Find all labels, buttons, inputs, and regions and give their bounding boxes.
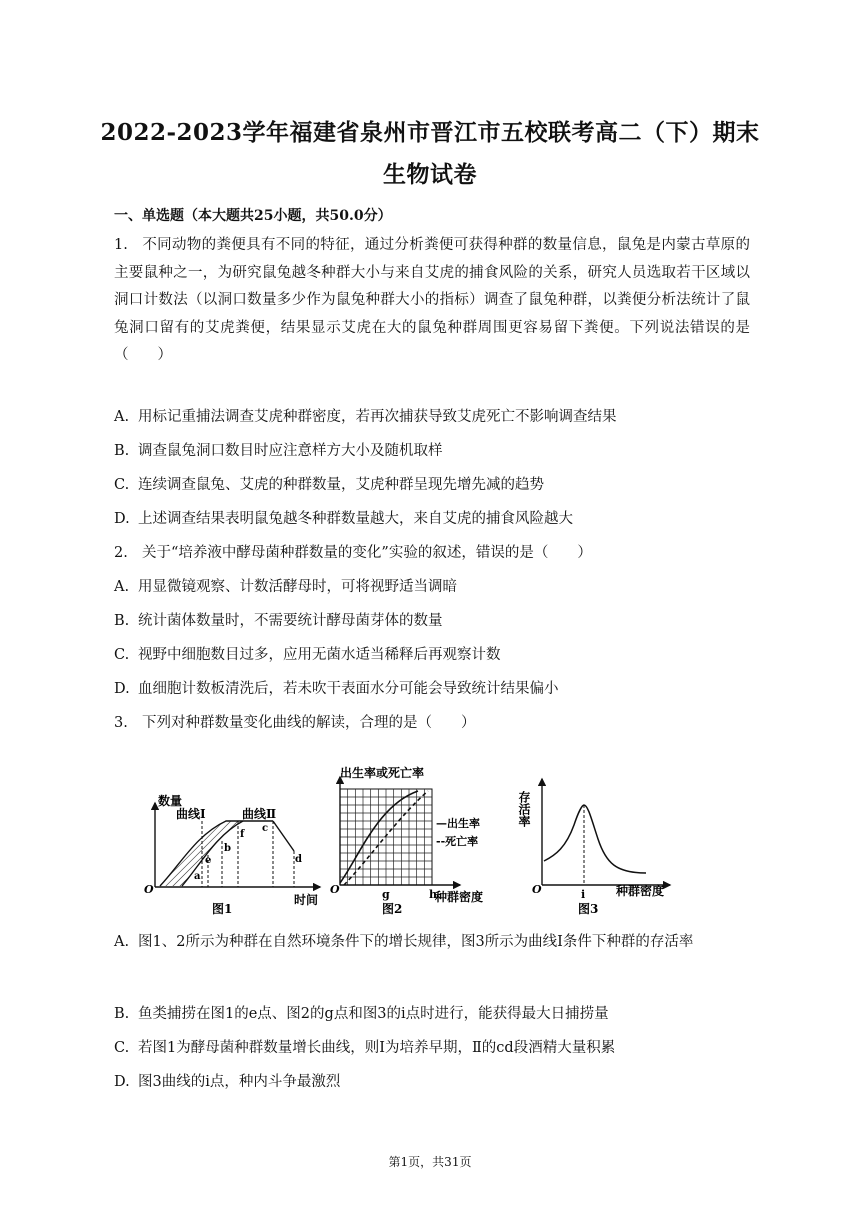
page-footer: 第1页，共31页 [388, 1155, 472, 1169]
fig1-caption: 图1 [212, 902, 233, 915]
fig1-point-f: f [240, 829, 245, 840]
fig2-legend-birth: —出生率 [436, 817, 480, 830]
population-figures [138, 765, 708, 915]
option-2b: B. 统计菌体数量时，不需要统计酵母菌芽体的数量 [114, 613, 443, 629]
fig2-origin: O [330, 883, 340, 896]
fig1-point-b: b [224, 843, 231, 854]
figure-2 [330, 765, 483, 915]
fig3-caption: 图3 [578, 902, 599, 915]
option-3d: D. 图3曲线的i点，种内斗争最激烈 [114, 1074, 341, 1090]
option-3b: B. 鱼类捕捞在图1的e点、图2的g点和图3的i点时进行，能获得最大日捕捞量 [114, 1006, 609, 1022]
fig1-point-a: a [194, 871, 201, 882]
fig2-xlabel: 种群密度 [435, 890, 484, 904]
question-stem: 下列对种群数量变化曲线的解读，合理的是（ ） [142, 715, 476, 731]
question-stem: 不同动物的粪便具有不同的特征，通过分析粪便可获得种群的数量信息，鼠兔是内蒙古草原的主要鼠种之一，为研究鼠兔越冬种群大小与来自艾虎的捕食风险的关系，研究人员选取若干区域以洞口计数法（以洞口数量多少作为鼠兔种群大小的指标）调查了鼠兔种群，以粪便分析法统计了鼠兔洞口留有的艾虎粪便，结果显示艾虎在大的鼠兔种群周围更容易留下粪便。下列说法错误的是（ ） [114, 237, 750, 363]
question-stem: 关于“培养液中酵母菌种群数量的变化”实验的叙述，错误的是（ ） [142, 545, 592, 561]
fig2-legend-death: --死亡率 [436, 835, 479, 848]
fig2-caption: 图2 [382, 902, 403, 915]
fig1-point-d: d [295, 854, 302, 865]
section-heading: 一、单选题（本大题共25小题，共50.0分） [114, 208, 392, 224]
fig3-point-i: i [581, 888, 586, 901]
fig1-xlabel: 时间 [294, 893, 319, 907]
question-number: 1. [114, 237, 128, 253]
question-3: 3. 下列对种群数量变化曲线的解读，合理的是（ ） [114, 715, 476, 731]
fig1-point-c: c [262, 823, 269, 834]
fig1-curve1-label: 曲线Ⅰ [176, 807, 206, 821]
fig1-ylabel: 数量 [158, 794, 183, 808]
option-2a: A. 用显微镜观察、计数活酵母时，可将视野适当调暗 [114, 579, 457, 595]
option-1b: B. 调查鼠兔洞口数目时应注意样方大小及随机取样 [114, 443, 443, 459]
option-3a: A. 图1、2所示为种群在自然环境条件下的增长规律，图3所示为曲线Ⅰ条件下种群的存活率 [114, 934, 694, 950]
fig2-ylabel: 出生率或死亡率 [340, 766, 425, 780]
question-2: 2. 关于“培养液中酵母菌种群数量的变化”实验的叙述，错误的是（ ） [114, 545, 592, 561]
fig1-point-e: e [205, 855, 212, 866]
option-3c: C. 若图1为酵母菌种群数量增长曲线，则Ⅰ为培养早期，Ⅱ的cd段酒精大量积累 [114, 1040, 616, 1056]
figure-1 [144, 793, 320, 915]
fig1-origin: O [144, 883, 154, 896]
question-1 [114, 232, 750, 370]
fig3-xlabel: 种群密度 [616, 884, 665, 898]
fig1-curve2-label: 曲线Ⅱ [242, 807, 277, 821]
fig2-point-g: g [382, 888, 390, 901]
page-title: 2022-2023学年福建省泉州市晋江市五校联考高二（下）期末生物试卷 [100, 119, 760, 188]
fig2-point-h: h [429, 888, 437, 901]
figure-3 [517, 779, 670, 915]
fig3-ylabel: 存活率 [517, 791, 531, 827]
option-2c: C. 视野中细胞数目过多，应用无菌水适当稀释后再观察计数 [114, 647, 501, 663]
option-1c: C. 连续调查鼠兔、艾虎的种群数量，艾虎种群呈现先增先减的趋势 [114, 477, 544, 493]
option-1a: A. 用标记重捕法调查艾虎种群密度，若再次捕获导致艾虎死亡不影响调查结果 [114, 409, 617, 425]
option-1d: D. 上述调查结果表明鼠兔越冬种群数量越大，来自艾虎的捕食风险越大 [114, 511, 573, 527]
option-2d: D. 血细胞计数板清洗后，若未吹干表面水分可能会导致统计结果偏小 [114, 681, 559, 697]
fig3-origin: O [532, 883, 542, 896]
